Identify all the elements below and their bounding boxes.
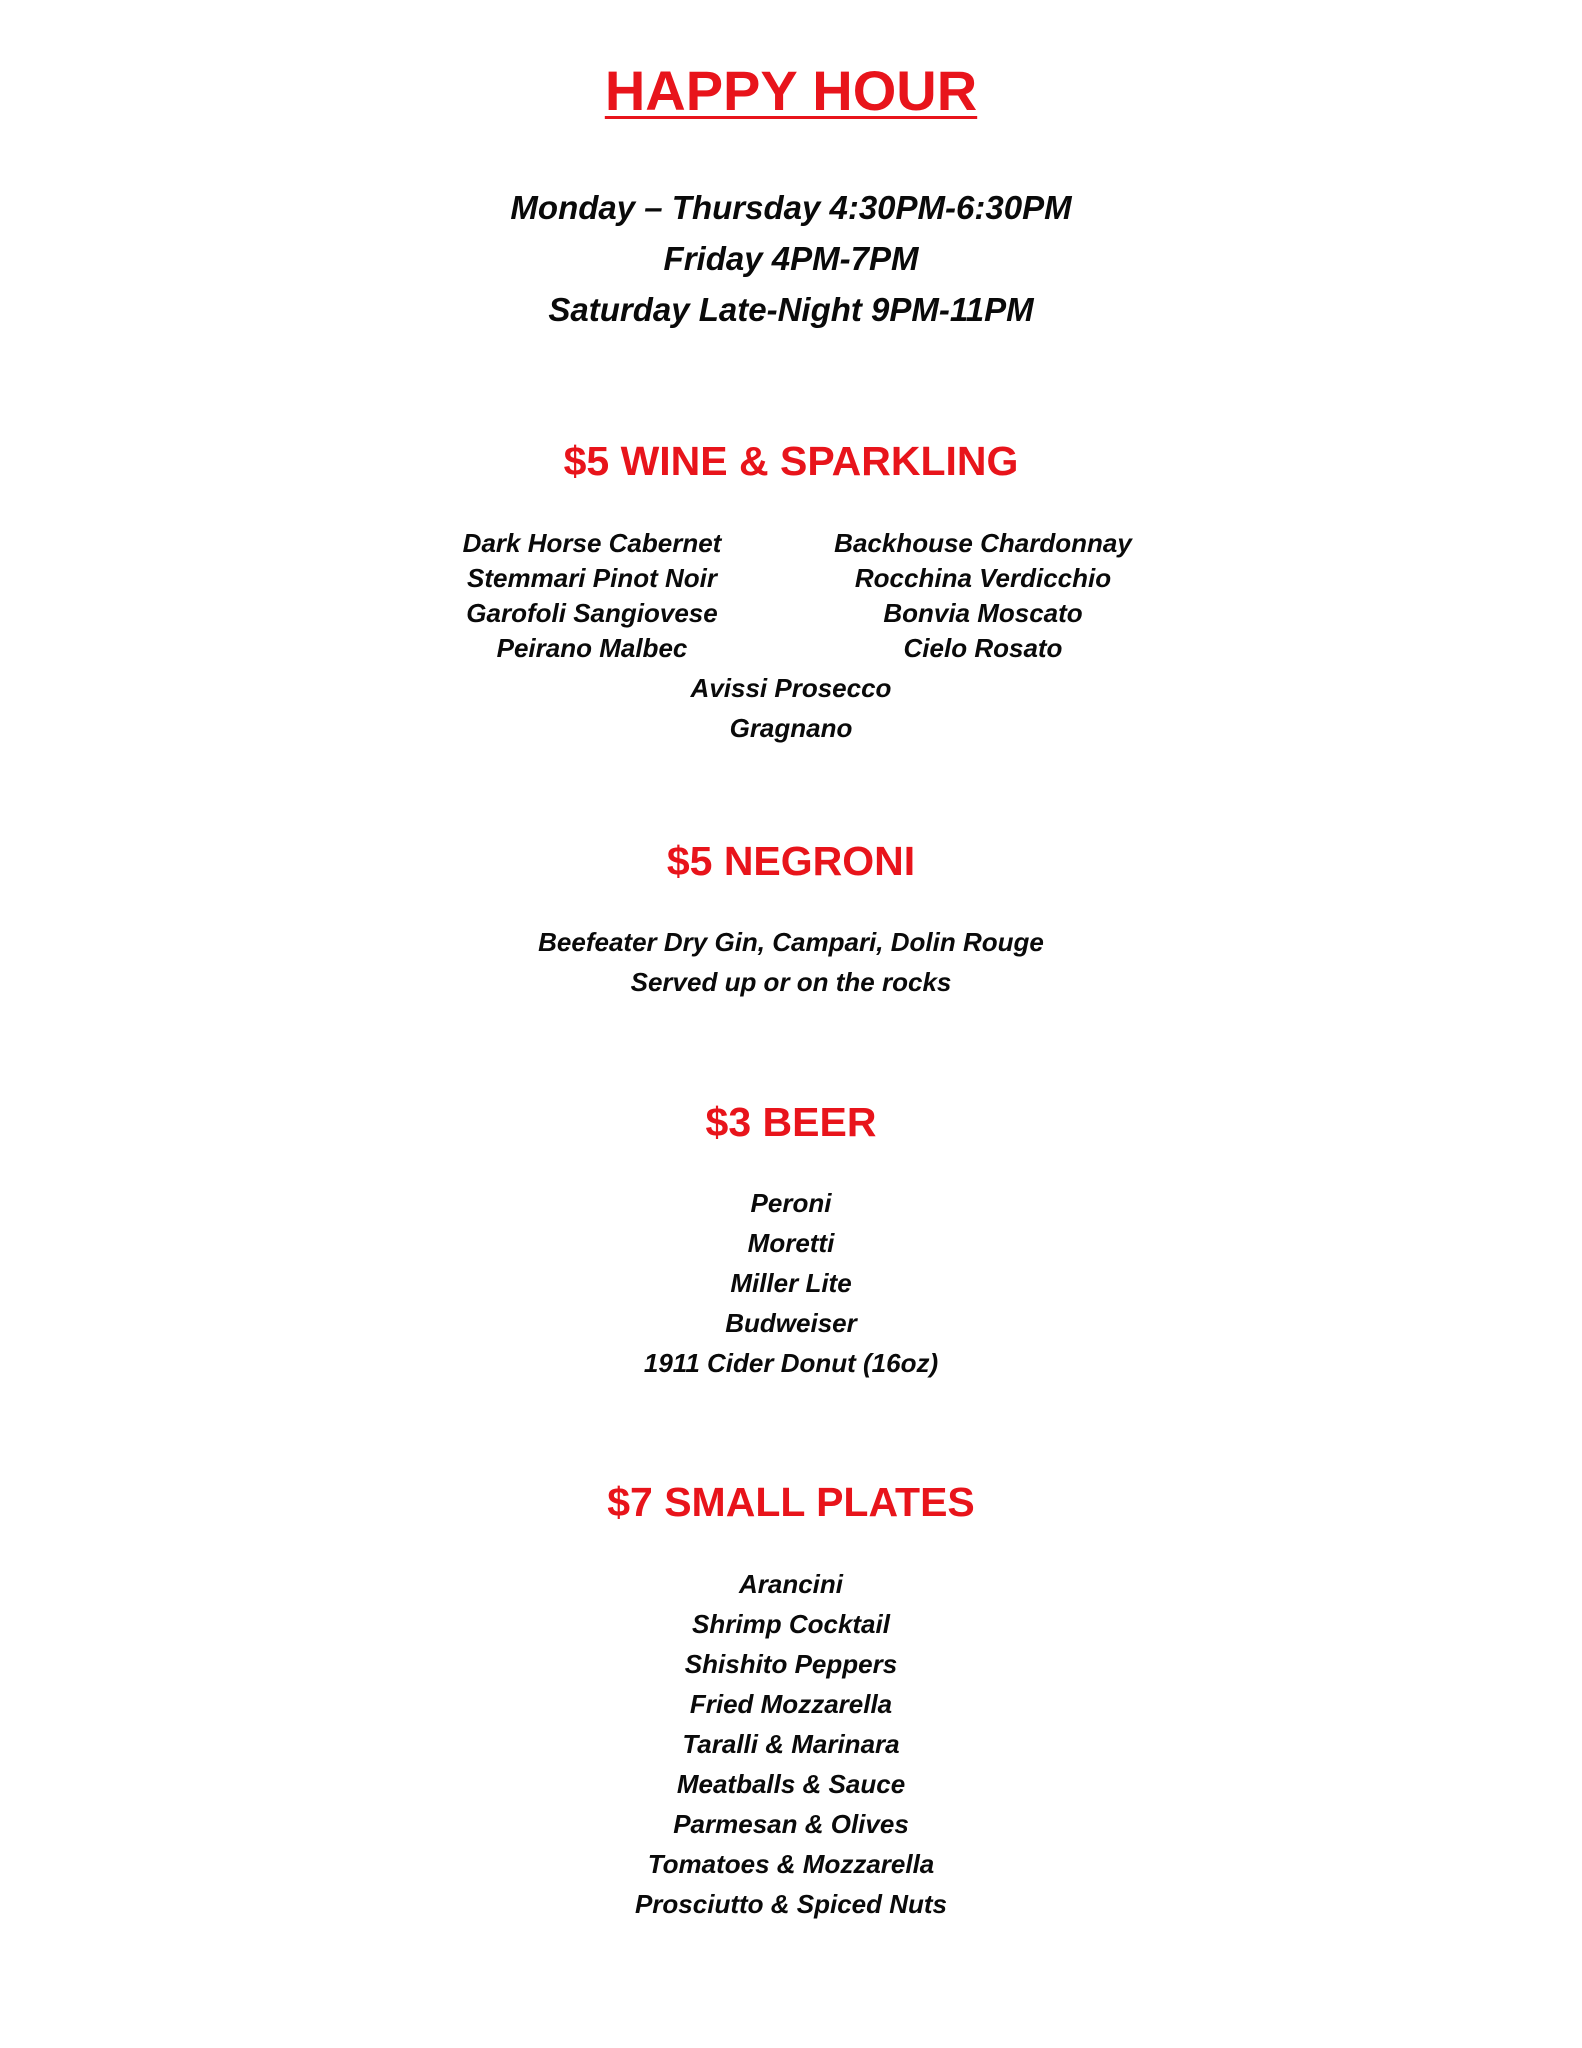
negroni-heading: $5 NEGRONI	[666, 838, 916, 884]
beer-item: Moretti	[747, 1228, 835, 1258]
beer-item: Miller Lite	[730, 1268, 852, 1298]
plate-item: Fried Mozzarella	[689, 1689, 893, 1719]
wine-list-left	[382, 526, 802, 666]
beer-item: Budweiser	[725, 1308, 857, 1338]
negroni-line: Beefeater Dry Gin, Campari, Dolin Rouge	[538, 927, 1044, 957]
wine-item: Rocchina Verdicchio	[854, 563, 1112, 593]
beer-item: 1911 Cider Donut (16oz)	[643, 1348, 939, 1378]
plate-item: Arancini	[738, 1569, 844, 1599]
wine-item: Gragnano	[729, 713, 853, 743]
wine-heading: $5 WINE & SPARKLING	[563, 438, 1019, 484]
plate-item: Parmesan & Olives	[673, 1809, 909, 1839]
negroni-line: Served up or on the rocks	[630, 967, 952, 997]
wine-item: Peirano Malbec	[496, 633, 688, 663]
beer-item: Peroni	[750, 1188, 832, 1218]
hours-friday: Friday 4PM-7PM	[663, 240, 919, 277]
wine-list-right	[773, 526, 1193, 666]
wine-list-center	[0, 668, 1582, 748]
plate-item: Shishito Peppers	[684, 1649, 898, 1679]
wine-item: Bonvia Moscato	[883, 598, 1083, 628]
plate-item: Taralli & Marinara	[682, 1729, 900, 1759]
hours-weekday: Monday – Thursday 4:30PM-6:30PM	[510, 189, 1072, 226]
hours-saturday: Saturday Late-Night 9PM-11PM	[548, 291, 1034, 328]
wine-item: Avissi Prosecco	[690, 673, 892, 703]
plate-item: Tomatoes & Mozzarella	[647, 1849, 935, 1879]
plates-list	[0, 1564, 1582, 1924]
wine-item: Dark Horse Cabernet	[462, 528, 722, 558]
wine-item: Cielo Rosato	[903, 633, 1063, 663]
wine-item: Garofoli Sangiovese	[466, 598, 718, 628]
negroni-details	[0, 922, 1582, 1002]
beer-heading: $3 BEER	[705, 1099, 877, 1145]
plate-item: Shrimp Cocktail	[692, 1609, 890, 1639]
wine-item: Stemmari Pinot Noir	[467, 563, 717, 593]
plate-item: Prosciutto & Spiced Nuts	[634, 1889, 948, 1919]
plates-heading: $7 SMALL PLATES	[607, 1479, 975, 1525]
page-title: HAPPY HOUR	[604, 59, 978, 122]
plate-item: Meatballs & Sauce	[676, 1769, 906, 1799]
hours-section	[0, 182, 1582, 335]
beer-list	[0, 1183, 1582, 1383]
wine-item: Backhouse Chardonnay	[834, 528, 1132, 558]
